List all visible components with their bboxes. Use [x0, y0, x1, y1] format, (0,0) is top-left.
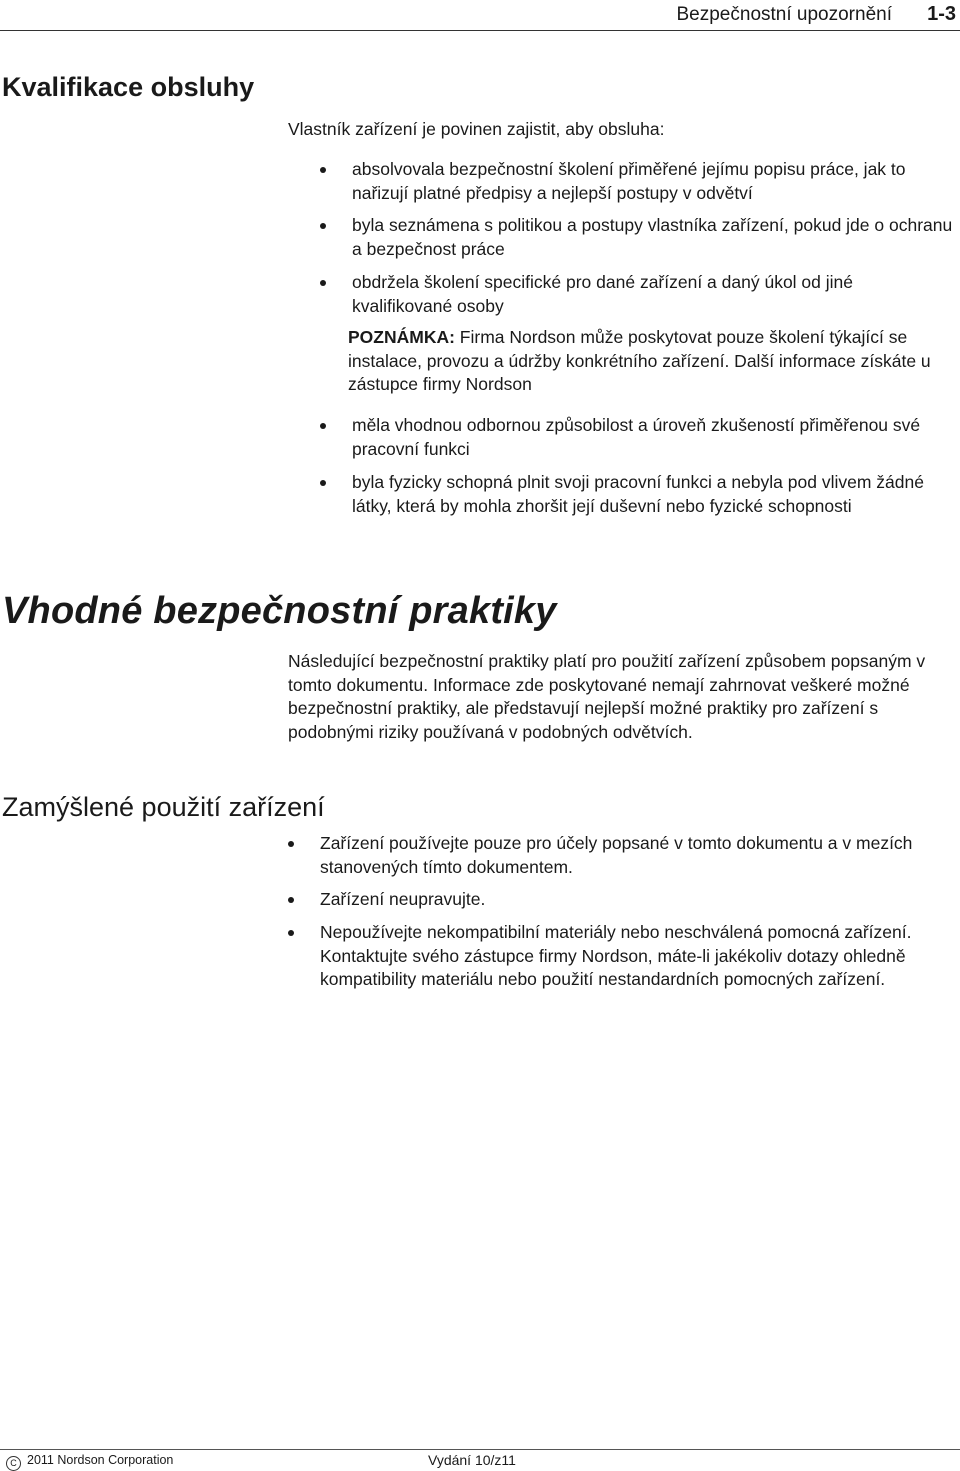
section1-intro: Vlastník zařízení je povinen zajistit, aby obsluha:	[288, 119, 665, 139]
issue-label: Vydání 10/z11	[428, 1452, 516, 1468]
list-item	[320, 832, 930, 879]
list-item	[352, 271, 927, 318]
header-title: Bezpečnostní upozornění	[676, 4, 892, 25]
footer-divider	[0, 1449, 960, 1450]
copyright-text: 2011 Nordson Corporation	[27, 1453, 174, 1467]
list-item	[320, 921, 930, 992]
list-item-text: byla fyzicky schopná plnit svoji pracovní funkci a nebyla pod vlivem žádné látky, která by mohla zhoršit její duševní nebo fyzické schopnosti	[352, 472, 924, 516]
list-item-text: byla seznámena s politikou a postupy vlastníka zařízení, pokud jde o ochranu a bezpečnost práce	[352, 215, 953, 259]
list-item	[352, 414, 957, 461]
bullet-icon	[288, 841, 294, 847]
heading-bezpecnostni-praktiky: Vhodné bezpečnostní praktiky	[2, 590, 557, 632]
bullet-icon	[320, 280, 326, 286]
list-item-text: Nepoužívejte nekompatibilní materiály nebo neschválená pomocná zařízení. Kontaktujte svého zástupce firmy Nordson, máte-li jakékoliv dotazy ohledně kompatibility materiálu nebo použití nestandardních pomocných zařízení.	[320, 922, 912, 989]
list-item	[352, 214, 957, 261]
heading-kvalifikace: Kvalifikace obsluhy	[2, 72, 255, 102]
list-item	[352, 471, 942, 518]
bullet-icon	[288, 897, 294, 903]
note-label: POZNÁMKA:	[348, 327, 455, 347]
list-item-text: Zařízení neupravujte.	[320, 889, 486, 909]
copyright-icon: C	[6, 1456, 21, 1471]
bullet-icon	[320, 223, 326, 229]
list-item	[352, 158, 957, 205]
list-item-text: Zařízení používejte pouze pro účely popsané v tomto dokumentu a v mezích stanovených tímto dokumentem.	[320, 833, 913, 877]
bullet-icon	[320, 480, 326, 486]
note	[348, 326, 958, 397]
page-number: 1-3	[927, 3, 956, 25]
heading-zamyslene-pouziti: Zamýšlené použití zařízení	[2, 792, 325, 822]
list-item	[320, 888, 930, 912]
bullet-icon	[288, 930, 294, 936]
page-header	[0, 0, 960, 31]
bullet-icon	[320, 423, 326, 429]
list-item-text: obdržela školení specifické pro dané zařízení a daný úkol od jiné kvalifikované osoby	[352, 272, 853, 316]
list-item-text: absolvovala bezpečnostní školení přiměřené jejímu popisu práce, jak to nařizují platné předpisy a nejlepší postupy v odvětví	[352, 159, 906, 203]
bullet-icon	[320, 167, 326, 173]
note-text: Firma Nordson může poskytovat pouze školení týkající se instalace, provozu a údržby konkrétního zařízení. Další informace získáte u zástupce firmy Nordson	[348, 327, 931, 394]
copyright	[6, 1453, 173, 1471]
section2-paragraph: Následující bezpečnostní praktiky platí pro použití zařízení způsobem popsaným v tomto dokumentu. Informace zde poskytované nemají zahrnovat veškeré možné bezpečnostní praktiky, ale představují nejlepší možné praktiky pro zařízení s podobnými riziky používaná v podobných odvětvích.	[288, 651, 926, 742]
list-item-text: měla vhodnou odbornou způsobilost a úroveň zkušeností přiměřenou své pracovní funkci	[352, 415, 921, 459]
page-footer	[0, 1449, 960, 1469]
